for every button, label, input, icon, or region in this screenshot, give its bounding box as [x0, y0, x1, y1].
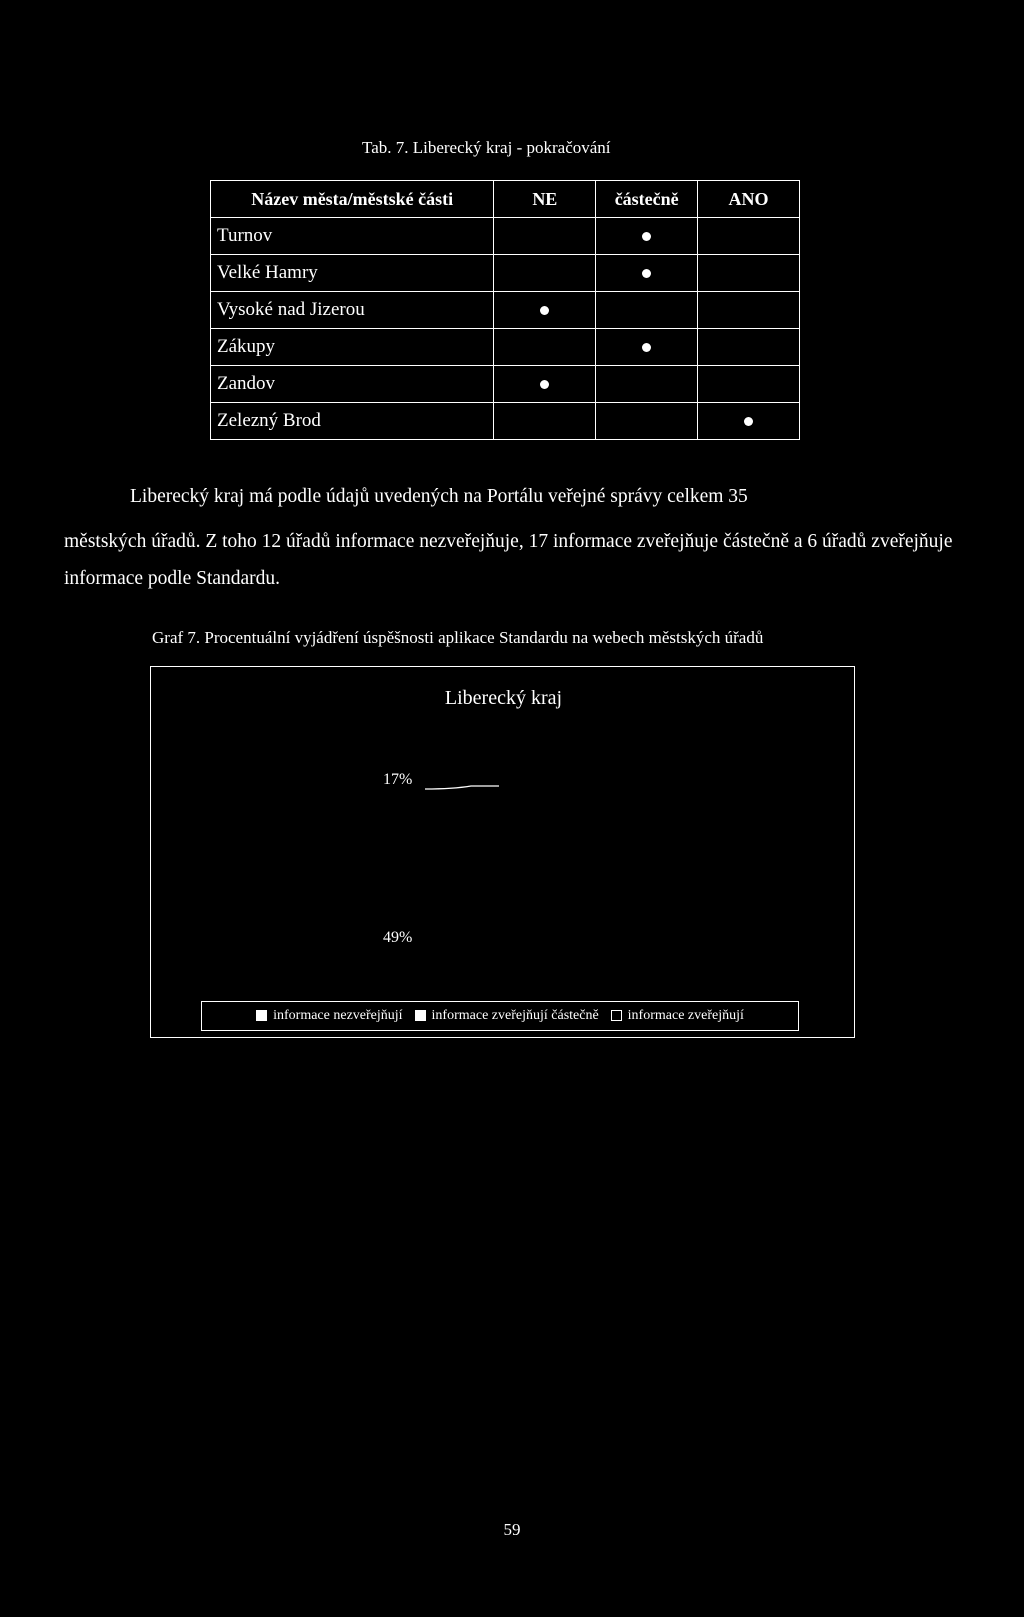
legend-label: informace zveřejňují — [627, 1008, 744, 1023]
status-cell — [698, 255, 800, 292]
status-cell — [494, 255, 596, 292]
header-name: Název města/městské části — [211, 181, 494, 218]
header-ano: ANO — [698, 181, 800, 218]
paragraph-line-1: Liberecký kraj má podle údajů uvedených na Portálu veřejné správy celkem 35 — [130, 486, 748, 507]
bullet-icon — [642, 269, 651, 278]
bullet-icon — [642, 232, 651, 241]
legend-label: informace zveřejňují částečně — [431, 1008, 599, 1023]
table-row — [211, 329, 800, 366]
paragraph-text: městských úřadů. Z toho 12 úřadů informace nezveřejňuje, 17 informace zveřejňuje částečně a 6 úřadů zveřejňuje informace podle Standardu. — [64, 531, 953, 589]
status-cell — [698, 403, 800, 440]
bullet-icon — [744, 417, 753, 426]
status-cell — [494, 292, 596, 329]
leader-line — [423, 779, 503, 793]
legend-item-1 — [256, 1008, 402, 1024]
table-header-row — [211, 181, 800, 218]
status-cell — [596, 403, 698, 440]
status-cell — [494, 329, 596, 366]
pie-chart — [150, 666, 855, 1038]
table-row — [211, 218, 800, 255]
status-cell — [698, 366, 800, 403]
chart-caption: Graf 7. Procentuální vyjádření úspěšnosti aplikace Standardu na webech městských úřadů — [152, 628, 764, 647]
municipality-name: Zandov — [211, 366, 494, 403]
legend-label: informace nezveřejňují — [273, 1008, 403, 1023]
status-cell — [596, 329, 698, 366]
status-cell — [698, 329, 800, 366]
chart-legend — [201, 1001, 799, 1031]
status-cell — [698, 292, 800, 329]
status-cell — [494, 218, 596, 255]
legend-swatch-icon — [415, 1010, 426, 1021]
table-caption: Tab. 7. Liberecký kraj - pokračování — [362, 138, 611, 157]
legend-item-3 — [611, 1008, 744, 1024]
municipality-name: Zákupy — [211, 329, 494, 366]
table-row — [211, 292, 800, 329]
legend-swatch-icon — [611, 1010, 622, 1021]
chart-title: Liberecký kraj — [444, 687, 563, 709]
status-cell — [494, 366, 596, 403]
bullet-icon — [540, 380, 549, 389]
municipality-table — [210, 180, 800, 440]
table-row — [211, 366, 800, 403]
page-number: 59 — [503, 1520, 521, 1539]
header-castecne: částečně — [596, 181, 698, 218]
header-ne: NE — [494, 181, 596, 218]
status-cell — [596, 218, 698, 255]
municipality-name: Velké Hamry — [211, 255, 494, 292]
table-row — [211, 255, 800, 292]
status-cell — [596, 366, 698, 403]
status-cell — [698, 218, 800, 255]
status-cell — [596, 255, 698, 292]
municipality-name: Zelezný Brod — [211, 403, 494, 440]
municipality-name: Vysoké nad Jizerou — [211, 292, 494, 329]
legend-swatch-icon — [256, 1010, 267, 1021]
status-cell — [596, 292, 698, 329]
slice-label-49: 49% — [383, 929, 413, 946]
bullet-icon — [642, 343, 651, 352]
bullet-icon — [540, 306, 549, 315]
table-row — [211, 403, 800, 440]
slice-label-17: 17% — [383, 771, 413, 788]
status-cell — [494, 403, 596, 440]
legend-item-2 — [415, 1008, 599, 1024]
municipality-name: Turnov — [211, 218, 494, 255]
